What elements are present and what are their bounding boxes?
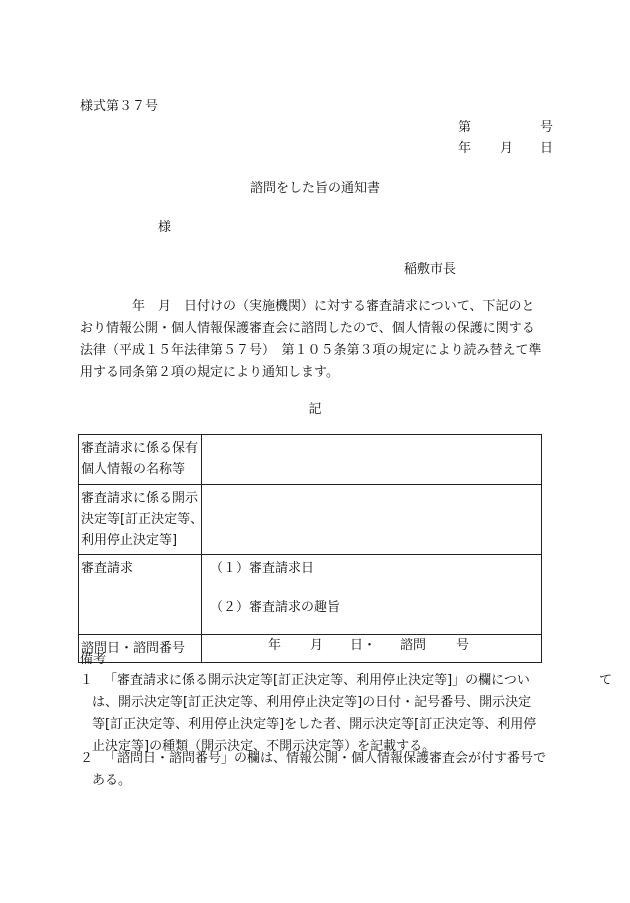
label-line: 審査請求に係る開示 [81, 491, 199, 506]
review-request-date-item: （１）審査請求日 [210, 561, 315, 576]
inquiry-day: 日・ [350, 638, 377, 653]
date-month: 月 [500, 141, 514, 156]
remark-line: 「審査請求に係る開示決定等[訂正決定等、利用停止決定等]」の欄につい [104, 673, 530, 688]
label-line: 利用停止決定等] [81, 533, 178, 548]
remarks-title: 備考 [80, 652, 107, 667]
remark-item [80, 748, 550, 792]
date-year: 年 [458, 141, 472, 156]
remark-number: ２ [80, 751, 94, 766]
document-number-prefix: 第 [458, 120, 472, 135]
table-row [79, 555, 542, 635]
value-inquiry-date-number [202, 635, 542, 663]
value-disclosure-decision [202, 485, 542, 555]
remark-line: て [599, 673, 613, 688]
sender: 稲敷市長 [404, 262, 457, 277]
inquiry-label: 諮問 [400, 638, 427, 653]
body-line: 法律（平成１５年法律第５７号） 第１０５条第３項の規定により読み替えて準 [80, 343, 542, 358]
remark-item [80, 670, 613, 758]
table-row [79, 635, 542, 663]
remark-line: ある。 [92, 773, 132, 788]
document-title: 諮問をした旨の通知書 [249, 181, 380, 196]
remark-line: 「諮問日・諮問番号」の欄は、情報公開・個人情報保護審査会が付す番号で [104, 751, 547, 766]
row-label-review-request: 審査請求 [79, 555, 202, 635]
row-label-personal-info-name [79, 435, 202, 485]
addressee: 様 [158, 220, 172, 235]
body-line: 用する同条第２項の規定により通知します。 [80, 365, 339, 380]
label-line: 決定等[訂正決定等、 [81, 512, 204, 527]
value-personal-info-name [202, 435, 542, 485]
ki-heading: 記 [308, 402, 322, 417]
body-text [80, 296, 555, 384]
date-day: 日 [540, 141, 554, 156]
document-number-suffix: 号 [540, 120, 554, 135]
remark-number: １ [80, 673, 94, 688]
inquiry-month: 月 [310, 638, 324, 653]
label-line: 審査請求に係る保有 [81, 441, 199, 456]
value-review-request [202, 555, 542, 635]
body-line: おり情報公開・個人情報保護審査会に諮問したので、個人情報の保護に関する [80, 321, 535, 336]
details-table [78, 434, 542, 663]
table-row [79, 435, 542, 485]
remark-line: 等[訂正決定等、利用停止決定等]をした者、開示決定等[訂正決定等、利用停 [92, 717, 537, 732]
row-label-disclosure-decision [79, 485, 202, 555]
remark-line: は、開示決定等[訂正決定等、利用停止決定等]の日付・記号番号、開示決定 [92, 695, 532, 710]
inquiry-number: 号 [456, 638, 470, 653]
review-request-purpose-item: （２）審査請求の趣旨 [210, 600, 341, 615]
remark-line: 止決定等]の種類（開示決定、不開示決定等）を記載する。 [92, 739, 436, 754]
form-number: 様式第３７号 [80, 99, 159, 114]
label-line: 個人情報の名称等 [81, 462, 186, 477]
row-label-inquiry-date-number: 諮問日・諮問番号 [79, 635, 202, 663]
inquiry-year: 年 [268, 638, 282, 653]
body-line: 年 月 日付けの（実施機関）に対する審査請求について、下記のと [80, 299, 535, 314]
table-row [79, 485, 542, 555]
